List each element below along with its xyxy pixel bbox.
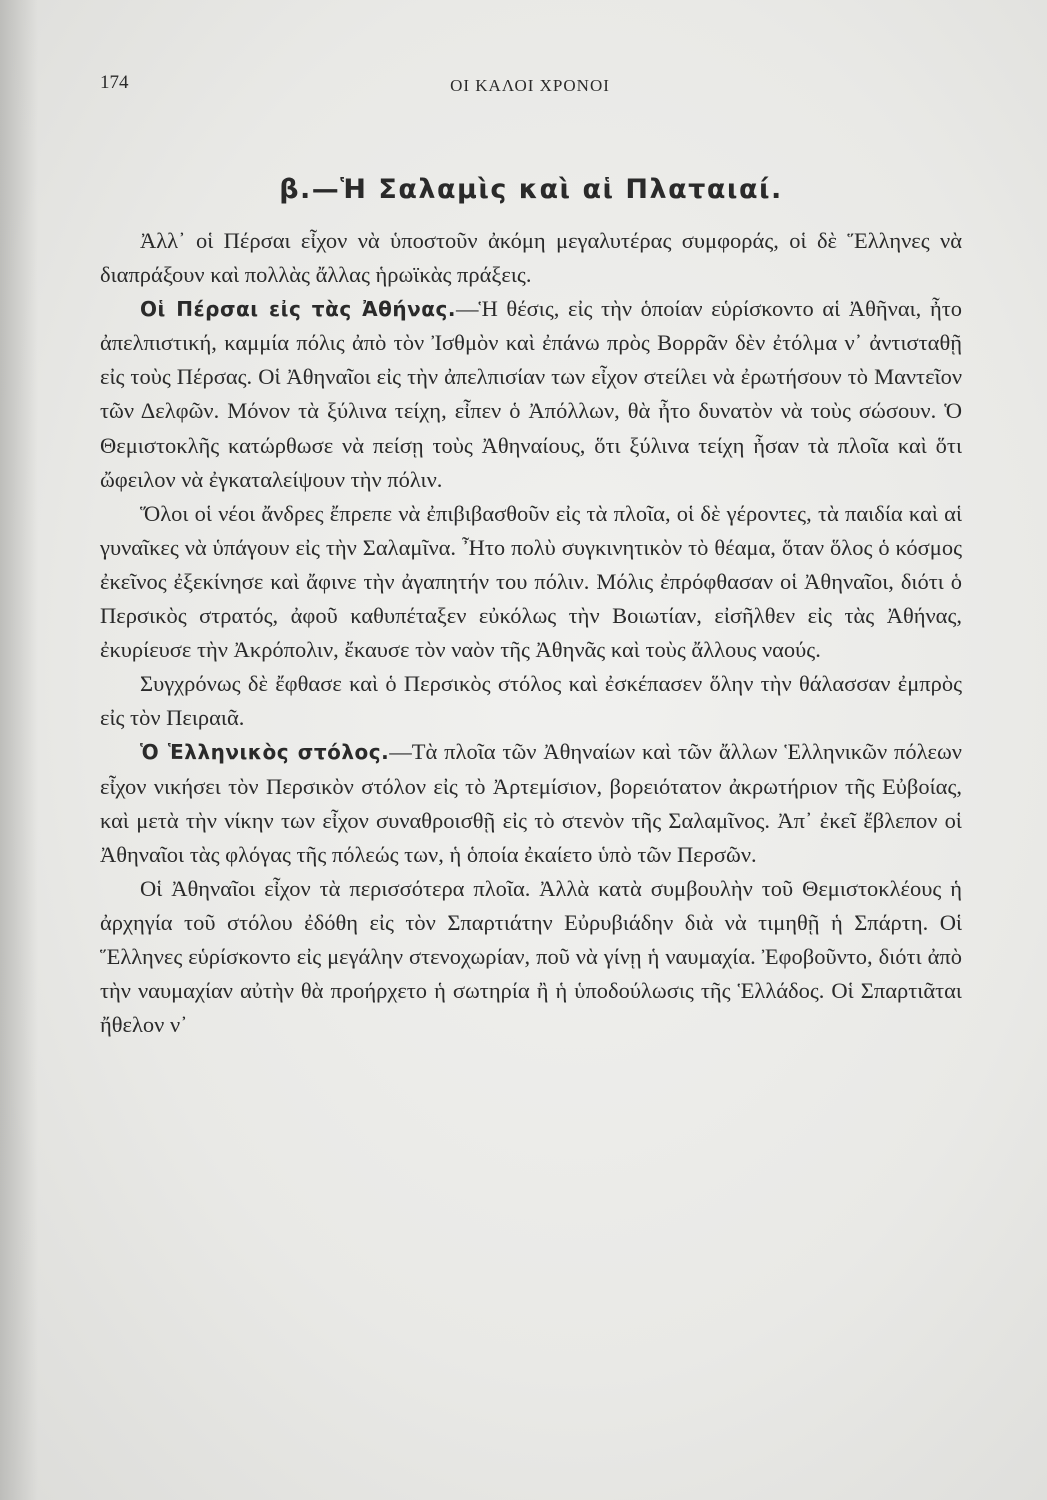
subheading-persians-in-athens: Οἱ Πέρσαι εἰς τὰς Ἀθήνας. <box>140 297 456 322</box>
paragraph-greek-fleet <box>100 735 962 871</box>
section-title: β.—Ἡ Σαλαμὶς καὶ αἱ Πλαταιαί. <box>279 174 783 205</box>
page-content <box>100 170 962 1042</box>
subheading-greek-fleet: Ὁ Ἑλληνικὸς στόλος. <box>140 740 390 765</box>
paragraph-greek-fleet-body: —Τὰ πλοῖα τῶν Ἀθηναίων καὶ τῶν ἄλλων Ἑλληνικῶν πόλεων εἶχον νικήσει τὸν Περσικὸν στόλον εἰς τὸ Ἀρτεμίσιον, βορειότατον ἀκρωτήριον τῆς Εὐβοίας, καὶ μετὰ τὴν νίκην των εἶχον συναθροισθῇ εἰς τὸ στενὸν τῆς Σαλαμῖνος. Ἀπ᾽ ἐκεῖ ἔβλεπον οἱ Ἀθηναῖοι τὰς φλόγας τῆς πόλεώς των, ἡ ὁποία ἐκαίετο ὑπὸ τῶν Περσῶν. <box>100 739 962 867</box>
page-header <box>100 72 960 102</box>
paragraph-evacuation: Ὅλοι οἱ νέοι ἄνδρες ἔπρεπε νὰ ἐπιβιβασθοῦν εἰς τὰ πλοῖα, οἱ δὲ γέροντες, τὰ παιδία καὶ αἱ γυναῖκες νὰ ὑπάγουν εἰς τὴν Σαλαμῖνα. Ἦτο πολὺ συγκινητικὸν τὸ θέαμα, ὅταν ὅλος ὁ κόσμος ἐκεῖνος ἐξεκίνησε καὶ ἄφινε τὴν ἀγαπητήν του πόλιν. Μόλις ἐπρόφθασαν οἱ Ἀθηναῖοι, διότι ὁ Περσικὸς στρατός, ἀφοῦ καθυπέταξεν εὐκόλως τὴν Βοιωτίαν, εἰσῆλθεν εἰς τὰς Ἀθήνας, ἐκυρίευσε τὴν Ἀκρόπολιν, ἔκαυσε τὸν ναὸν τῆς Ἀθηνᾶς καὶ τοὺς ἄλλους ναούς. <box>100 500 962 663</box>
running-title: ΟΙ ΚΑΛΟΙ ΧΡΟΝΟΙ <box>450 76 610 95</box>
page-number: 174 <box>100 72 129 93</box>
paragraph-persians-in-athens <box>100 292 962 497</box>
paragraph-persians-in-athens-body: —Ἡ θέσις, εἰς τὴν ὁποίαν εὑρίσκοντο αἱ Ἀθῆναι, ἦτο ἀπελπιστική, καμμία πόλις ἀπὸ τὸν Ἰσθμὸν καὶ ἐπάνω πρὸς Βορρᾶν δὲν ἐτόλμα ν᾽ ἀντισταθῇ εἰς τοὺς Πέρσας. Οἱ Ἀθηναῖοι εἰς τὴν ἀπελπισίαν των εἶχον στείλει νὰ ἐρωτήσουν τὸ Μαντεῖον τῶν Δελφῶν. Μόνον τὰ ξύλινα τείχη, εἶπεν ὁ Ἀπόλλων, θὰ ἦτο δυνατὸν νὰ τοὺς σώσουν. Ὁ Θεμιστοκλῆς κατώρθωσε νὰ πείσῃ τοὺς Ἀθηναίους, ὅτι ξύλινα τείχη ἦσαν τὰ πλοῖα καὶ ὅτι ὤφειλον νὰ ἐγκαταλείψουν τὴν πόλιν. <box>100 296 963 492</box>
spine-shadow <box>0 0 38 1500</box>
paragraph-persian-fleet: Συγχρόνως δὲ ἔφθασε καὶ ὁ Περσικὸς στόλος καὶ ἐσκέπασεν ὅλην τὴν θάλασσαν ἐμπρὸς εἰς τὸν Πειραιᾶ. <box>100 671 962 731</box>
paragraph-athenian-ships: Οἱ Ἀθηναῖοι εἶχον τὰ περισσότερα πλοῖα. Ἀλλὰ κατὰ συμβουλὴν τοῦ Θεμιστοκλέους ἡ ἀρχηγία τοῦ στόλου ἐδόθη εἰς τὸν Σπαρτιάτην Εὐρυβιάδην διὰ νὰ τιμηθῇ ἡ Σπάρτη. Οἱ Ἕλληνες εὑρίσκοντο εἰς μεγάλην στενοχωρίαν, ποῦ νὰ γίνῃ ἡ ναυμαχία. Ἐφοβοῦντο, διότι ἀπὸ τὴν ναυμαχίαν αὐτὴν θὰ προήρχετο ἡ σωτηρία ἢ ἡ ὑποδούλωσις τῆς Ἑλλάδος. Οἱ Σπαρτιᾶται ἤθελον ν᾽ <box>100 875 962 1038</box>
paragraph-intro: Ἀλλ᾽ οἱ Πέρσαι εἶχον νὰ ὑποστοῦν ἀκόμη μεγαλυτέρας συμφοράς, οἱ δὲ Ἕλληνες νὰ διαπράξουν καὶ πολλὰς ἄλλας ἡρωϊκὰς πράξεις. <box>100 228 962 288</box>
